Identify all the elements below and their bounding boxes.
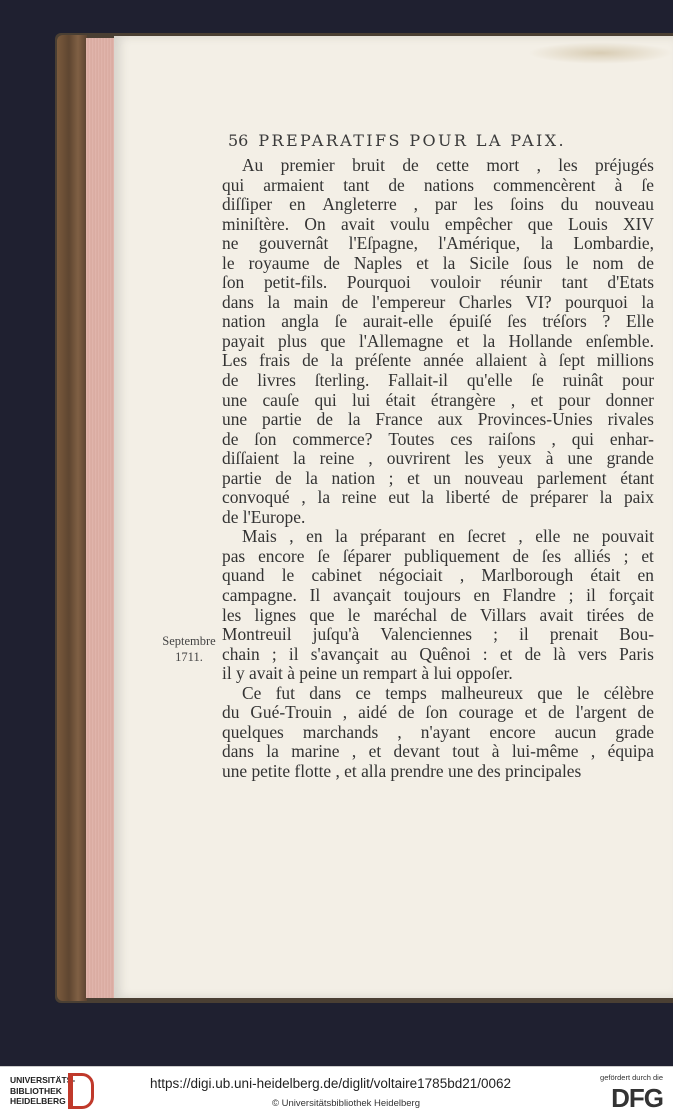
library-logo-text: UNIVERSITÄTS- BIBLIOTHEK HEIDELBERG	[10, 1075, 76, 1106]
text-line: Ce fut dans ce temps malheureux que le célèbre	[242, 683, 654, 703]
page-edges	[86, 38, 116, 998]
dfg-logo: DFG	[611, 1083, 663, 1113]
text-line: payait plus que l'Allemagne et la Hollande enſemble.	[222, 331, 654, 351]
text-line: dans la main de l'empereur Charles VI? pourquoi la	[222, 292, 654, 312]
viewer-footer	[0, 1066, 673, 1115]
permalink-url[interactable]: https://digi.ub.uni-heidelberg.de/diglit/voltaire1785bd21/0062	[150, 1076, 512, 1091]
margin-note-year: 1711.	[175, 650, 203, 664]
text-line: dans la marine , et devant tout à lui-même , équipa	[222, 742, 654, 762]
library-logo-icon	[68, 1073, 94, 1109]
chapter-title: PREPARATIFS POUR LA PAIX.	[258, 131, 566, 150]
text-line: qui armaient tant de nations commencèrent à ſe	[222, 175, 654, 195]
text-line: une petite flotte , et alla prendre une des principales	[222, 761, 582, 781]
text-line: Au premier bruit de cette mort , les préjugés	[242, 156, 654, 175]
text-line: une cauſe qui lui était étrangère , et pour donner	[222, 390, 654, 410]
text-line: du Gué-Trouin , aidé de ſon courage et de l'argent de	[222, 703, 654, 723]
text-line: convoqué , la reine eut la liberté de préparer la paix	[222, 488, 654, 508]
text-line: une partie de la France aux Provinces-Unies rivales	[222, 410, 654, 430]
marbled-edge	[57, 35, 87, 1001]
text-line: pas encore ſe ſéparer publiquement de ſes alliés ; et	[222, 546, 654, 566]
margin-note-month: Septembre	[162, 634, 216, 648]
text-line: campagne. Il avançait toujours en Flandre ; il forçait	[222, 586, 654, 606]
text-line: miniſtère. On avait voulu empêcher que Louis XIV	[222, 214, 654, 234]
text-line: quand le cabinet négociait , Marlborough était en	[222, 566, 654, 586]
text-line: chain ; il s'avançait au Quênoi : et de là vers Paris	[222, 644, 654, 664]
page-stain	[528, 42, 673, 64]
text-line: les lignes que le maréchal de Villars avait tirées de	[222, 605, 654, 625]
page-number: 56	[228, 131, 249, 150]
text-line: quelques marchands , n'ayant encore aucun grade	[222, 722, 654, 742]
funding-note: gefördert durch die	[600, 1073, 663, 1082]
text-line: de ſon commerce? Toutes ces raiſons , qui enhar-	[222, 429, 654, 449]
text-line: Les frais de la préſente année allaient à ſept millions	[222, 351, 654, 371]
text-line: ne gouvernât l'Eſpagne, l'Amérique, la Lombardie,	[222, 234, 654, 254]
text-line: de l'Europe.	[222, 507, 306, 527]
text-line: le royaume de Naples et la Sicile ſous le nom de	[222, 253, 654, 273]
text-line: de livres ſterling. Fallait-il qu'elle ſe ruinât pour	[222, 371, 654, 391]
text-line: partie de la nation ; et un nouveau parlement étant	[222, 468, 654, 488]
text-line: ſon petit-fils. Pourquoi vouloir réunir tant d'Etats	[222, 273, 654, 293]
copyright-notice: © Universitätsbibliothek Heidelberg	[272, 1098, 420, 1109]
text-line: nation angla ſe aurait-elle épuiſé ſes tréſors ? Elle	[222, 312, 654, 332]
text-line: diſſaient la reine , ouvrirent les yeux à une grande	[222, 449, 654, 469]
running-head	[228, 131, 566, 150]
text-line: diſſiper en Angleterre , par les ſoins du nouveau	[222, 195, 654, 215]
text-line: il y avait à peine un rempart à lui oppoſer.	[222, 664, 513, 684]
text-line: Montreuil juſqu'à Valenciennes ; il prenait Bou-	[222, 625, 654, 645]
body-text	[222, 156, 654, 782]
margin-note	[158, 633, 220, 665]
text-line: Mais , en la préparant en ſecret , elle ne pouvait	[242, 527, 654, 547]
